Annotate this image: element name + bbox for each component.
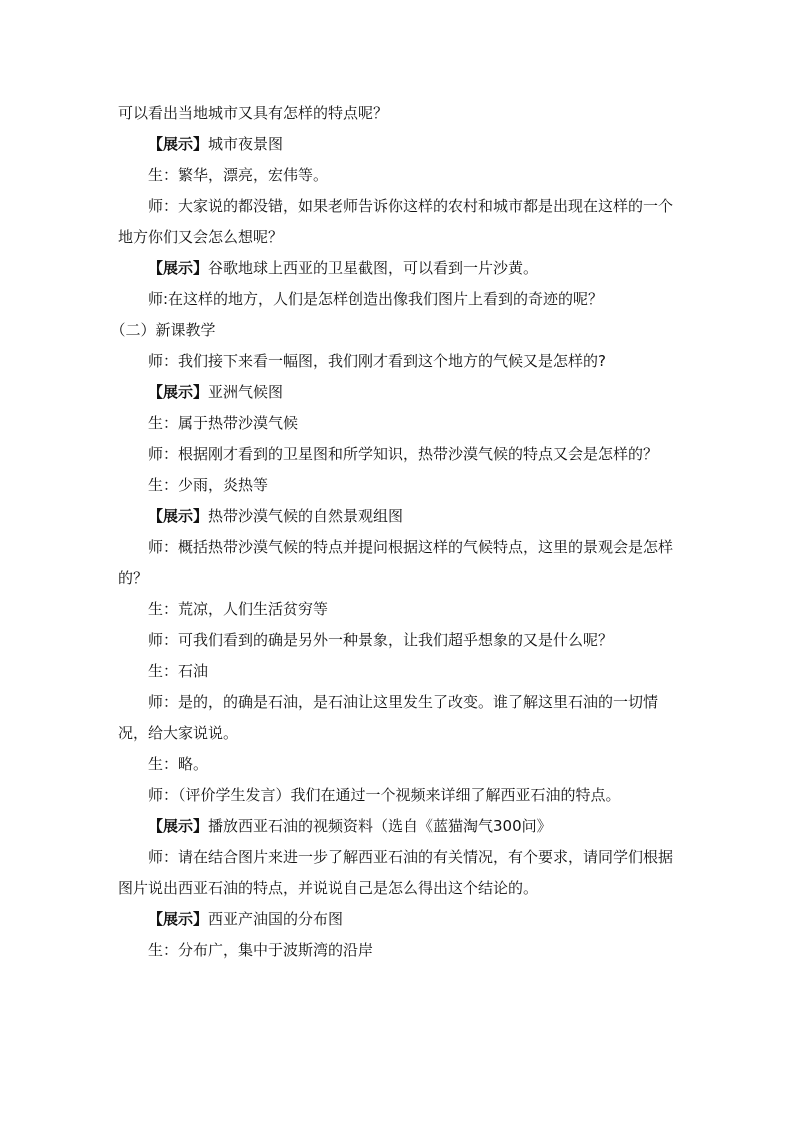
paragraph [118,935,680,966]
lesson-transcript [110,98,680,966]
paragraph-text: 生：分布广，集中于波斯湾的沿岸 [148,941,374,959]
paragraph-text: 师：根据刚才看到的卫星图和所学知识，热带沙漠气候的特点又会是怎样的？ [148,445,659,463]
paragraph [118,842,680,904]
section-heading [110,315,680,346]
paragraph-text: 师：我们接下来看一幅图，我们刚才看到这个地方的气候又是怎样的? [148,352,606,370]
display-tag: 【展示】 [148,259,209,277]
paragraph-text: 师：是的，的确是石油，是石油让这里发生了改变。谁了解这里石油的一切情况，给大家说说。 [118,693,659,742]
paragraph [118,780,680,811]
paragraph-text: 城市夜景图 [208,135,284,153]
paragraph [118,594,680,625]
paragraph [118,129,680,160]
paragraph-text: 可以看出当地城市又具有怎样的特点呢？ [118,104,389,122]
paragraph-text: 生：少雨，炎热等 [148,476,269,494]
display-tag: 【展示】 [148,817,209,835]
paragraph [118,625,680,656]
paragraph-text: 生：荒凉，人们生活贫穷等 [148,600,329,618]
display-tag: 【展示】 [148,383,209,401]
paragraph-text: 师：请在结合图片来进一步了解西亚石油的有关情况，有个要求，请同学们根据图片说出西亚石油的特点，并说说自己是怎么得出这个结论的。 [118,848,674,897]
paragraph [118,346,680,377]
display-tag: 【展示】 [148,910,209,928]
paragraph-text: 西亚产油国的分布图 [208,910,344,928]
paragraph [118,532,680,594]
paragraph-text: 生：繁华，漂亮，宏伟等。 [148,166,329,184]
paragraph [118,377,680,408]
paragraph [118,98,680,129]
paragraph-text: 师:在这样的地方，人们是怎样创造出像我们图片上看到的奇迹的呢？ [148,290,604,308]
paragraph-text: 谷歌地球上西亚的卫星截图，可以看到一片沙黄。 [208,259,539,277]
paragraph [118,811,680,842]
paragraph [118,284,680,315]
paragraph [118,160,680,191]
display-tag: 【展示】 [148,135,209,153]
paragraph [118,501,680,532]
paragraph [118,904,680,935]
paragraph-text: 亚洲气候图 [208,383,284,401]
paragraph-text: 生：略。 [148,755,209,773]
paragraph [118,687,680,749]
paragraph [118,749,680,780]
paragraph-text: （二）新课教学 [110,321,216,339]
paragraph [118,253,680,284]
paragraph-text: 师：可我们看到的确是另外一种景象，让我们超乎想象的又是什么呢？ [148,631,614,649]
paragraph [118,656,680,687]
paragraph-text: 师：概括热带沙漠气候的特点并提问根据这样的气候特点，这里的景观会是怎样的？ [118,538,674,587]
paragraph [118,470,680,501]
paragraph-text: 生：属于热带沙漠气候 [148,414,299,432]
paragraph-text: 生：石油 [148,662,209,680]
paragraph [118,439,680,470]
paragraph [118,408,680,439]
paragraph-text: 师：大家说的都没错，如果老师告诉你这样的农村和城市都是出现在这样的一个地方你们又会怎么想呢？ [118,197,674,246]
paragraph-text: 热带沙漠气候的自然景观组图 [208,507,404,525]
paragraph-text: 播放西亚石油的视频资料（选自《蓝猫淘气300问》 [208,817,552,835]
paragraph-text: 师：（评价学生发言）我们在通过一个视频来详细了解西亚石油的特点。 [148,786,621,804]
display-tag: 【展示】 [148,507,209,525]
paragraph [118,191,680,253]
